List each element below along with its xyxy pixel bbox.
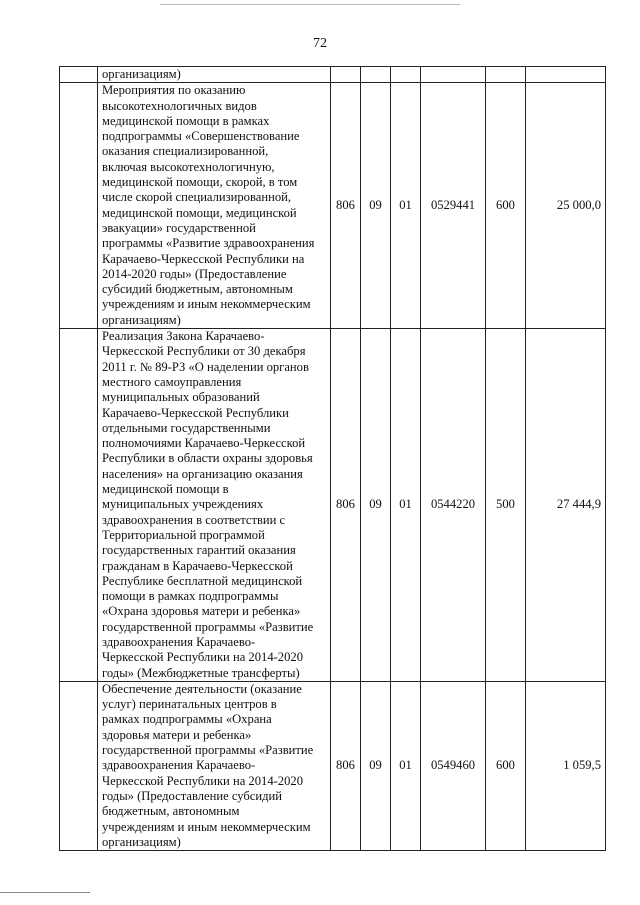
description-line: учреждениям и иным некоммерческим bbox=[102, 297, 311, 312]
description-cell bbox=[98, 329, 331, 682]
amount-cell: 27 444,9 bbox=[526, 329, 606, 682]
description-line: Карачаево-Черкесской Республики на bbox=[102, 251, 305, 266]
subsection-code-cell: 01 bbox=[391, 329, 421, 682]
target-article-cell: 0529441 bbox=[421, 83, 486, 329]
ministry-code-cell: 806 bbox=[331, 329, 361, 682]
target-article-cell: 0544220 bbox=[421, 329, 486, 682]
description-line: муниципальных учреждениях bbox=[102, 497, 264, 512]
description-line: медицинской помощи в рамках bbox=[102, 113, 270, 128]
description-line: медицинской помощи в bbox=[102, 482, 229, 497]
description-line: Карачаево-Черкесской Республики bbox=[102, 405, 289, 420]
footnote-rule bbox=[0, 892, 90, 893]
description-cell bbox=[98, 681, 331, 850]
ministry-code-cell bbox=[331, 67, 361, 83]
description-cell bbox=[98, 67, 331, 83]
description-line: отдельными государственными bbox=[102, 420, 271, 435]
description-line: Черкесской Республики на 2014-2020 bbox=[102, 773, 303, 788]
ministry-code-cell: 806 bbox=[331, 83, 361, 329]
description-line: Черкесской Республики от 30 декабря bbox=[102, 344, 306, 359]
table-row bbox=[60, 83, 606, 329]
section-code-cell: 09 bbox=[361, 329, 391, 682]
section-code-cell bbox=[361, 67, 391, 83]
description-line: Республики в области охраны здоровья bbox=[102, 451, 313, 466]
target-article-cell: 0549460 bbox=[421, 681, 486, 850]
description-line: бюджетным, автономным bbox=[102, 804, 240, 819]
description-line: Территориальной программой bbox=[102, 527, 265, 542]
table-row bbox=[60, 67, 606, 83]
description-line: государственной программы «Развитие bbox=[102, 743, 314, 758]
table-row bbox=[60, 681, 606, 850]
number-cell bbox=[60, 329, 98, 682]
description-line: местного самоуправления bbox=[102, 374, 242, 389]
subsection-code-cell bbox=[391, 67, 421, 83]
table-body bbox=[60, 67, 606, 851]
description-line: 2011 г. № 89-РЗ «О наделении органов bbox=[102, 359, 309, 374]
description-line: здравоохранения Карачаево- bbox=[102, 634, 256, 649]
description-line: государственной программы «Развитие bbox=[102, 619, 314, 634]
subsection-code-cell: 01 bbox=[391, 83, 421, 329]
description-line: здоровья матери и ребенка» bbox=[102, 727, 252, 742]
ministry-code-cell: 806 bbox=[331, 681, 361, 850]
description-line: муниципальных образований bbox=[102, 390, 260, 405]
number-cell bbox=[60, 83, 98, 329]
table-row bbox=[60, 329, 606, 682]
amount-cell: 1 059,5 bbox=[526, 681, 606, 850]
target-article-cell bbox=[421, 67, 486, 83]
subsection-code-cell: 01 bbox=[391, 681, 421, 850]
description-line: услуг) перинатальных центров в bbox=[102, 697, 277, 712]
description-line: учреждениям и иным некоммерческим bbox=[102, 819, 311, 834]
description-line: включая высокотехнологичную, bbox=[102, 159, 275, 174]
description-line: Обеспечение деятельности (оказание bbox=[102, 681, 302, 696]
description-line: медицинской помощи, медицинской bbox=[102, 205, 297, 220]
description-line: числе скорой специализированной, bbox=[102, 190, 291, 205]
expense-type-cell: 600 bbox=[486, 83, 526, 329]
number-cell bbox=[60, 681, 98, 850]
top-scan-rule bbox=[160, 4, 460, 5]
description-line: «Охрана здоровья матери и ребенка» bbox=[102, 604, 301, 619]
description-line: годы» (Предоставление субсидий bbox=[102, 788, 283, 803]
description-line: организациям) bbox=[102, 312, 181, 327]
description-line: Черкесской Республики на 2014-2020 bbox=[102, 650, 303, 665]
number-cell bbox=[60, 67, 98, 83]
description-line: высокотехнологичных видов bbox=[102, 98, 257, 113]
description-line: организациям) bbox=[102, 834, 181, 849]
page-number: 72 bbox=[313, 36, 327, 51]
expense-type-cell bbox=[486, 67, 526, 83]
description-line: годы» (Межбюджетные трансферты) bbox=[102, 665, 300, 680]
amount-cell bbox=[526, 67, 606, 83]
description-line: Мероприятия по оказанию bbox=[102, 83, 246, 98]
description-line: государственных гарантий оказания bbox=[102, 543, 296, 558]
section-code-cell: 09 bbox=[361, 83, 391, 329]
description-line: организациям) bbox=[102, 67, 181, 81]
description-line: Республике бесплатной медицинской bbox=[102, 573, 303, 588]
description-line: медицинской помощи, скорой, в том bbox=[102, 175, 298, 190]
description-line: оказания специализированной, bbox=[102, 144, 269, 159]
description-line: населения» на организацию оказания bbox=[102, 466, 303, 481]
description-line: гражданам в Карачаево-Черкесской bbox=[102, 558, 293, 573]
section-code-cell: 09 bbox=[361, 681, 391, 850]
amount-cell: 25 000,0 bbox=[526, 83, 606, 329]
description-line: рамках подпрограммы «Охрана bbox=[102, 712, 272, 727]
description-line: Реализация Закона Карачаево- bbox=[102, 329, 265, 344]
description-line: субсидий бюджетным, автономным bbox=[102, 282, 293, 297]
description-line: подпрограммы «Совершенствование bbox=[102, 129, 300, 144]
description-line: 2014-2020 годы» (Предоставление bbox=[102, 266, 287, 281]
description-line: здравоохранения Карачаево- bbox=[102, 758, 256, 773]
description-line: помощи в рамках подпрограммы bbox=[102, 589, 279, 604]
description-line: программы «Развитие здравоохранения bbox=[102, 236, 315, 251]
description-line: здравоохранения в соответствии с bbox=[102, 512, 286, 527]
description-line: полномочиями Карачаево-Черкесской bbox=[102, 436, 306, 451]
expense-type-cell: 500 bbox=[486, 329, 526, 682]
expense-type-cell: 600 bbox=[486, 681, 526, 850]
budget-table bbox=[59, 66, 606, 851]
description-cell bbox=[98, 83, 331, 329]
description-line: эвакуации» государственной bbox=[102, 220, 256, 235]
